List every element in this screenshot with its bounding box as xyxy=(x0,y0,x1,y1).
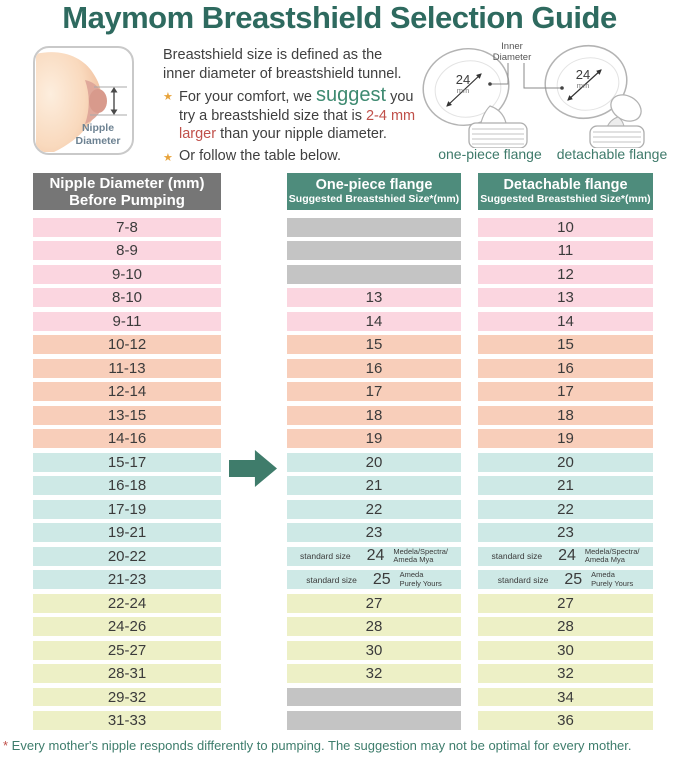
detachable-size-cell xyxy=(478,570,653,589)
one-piece-size-cell: 32 xyxy=(287,664,461,683)
detachable-size-cell: 17 xyxy=(478,382,653,401)
one-piece-size-cell: 22 xyxy=(287,500,461,519)
nipple-diameter-label: Nipple Diameter xyxy=(75,122,121,147)
nipple-range-cell: 20-22 xyxy=(33,547,221,566)
detachable-size-cell: 22 xyxy=(478,500,653,519)
standard-size-label: standard size xyxy=(306,574,357,585)
nipple-range-cell: 21-23 xyxy=(33,570,221,589)
detachable-size-cell: 32 xyxy=(478,664,653,683)
detachable-size-cell: 28 xyxy=(478,617,653,636)
detachable-size-cell: 16 xyxy=(478,359,653,378)
one-piece-size-cell: 30 xyxy=(287,641,461,660)
svg-text:24: 24 xyxy=(575,67,591,82)
nipple-range-cell: 28-31 xyxy=(33,664,221,683)
one-piece-size-cell: 13 xyxy=(287,288,461,307)
footnote: * Every mother's nipple responds differently to pumping. The suggestion may not be optimal for every mother. xyxy=(3,738,632,753)
nipple-range-cell: 17-19 xyxy=(33,500,221,519)
one-piece-flange-caption: one-piece flange xyxy=(438,146,542,162)
detachable-size-cell: 30 xyxy=(478,641,653,660)
svg-text:mm: mm xyxy=(456,86,470,95)
detachable-size-cell: 13 xyxy=(478,288,653,307)
flange-illustrations xyxy=(420,40,678,148)
header-one-piece-flange: One-piece flange Suggested Breastshied Size*(mm) xyxy=(287,173,461,210)
standard-size-label: standard size xyxy=(497,574,549,585)
nipple-range-cell: 16-18 xyxy=(33,476,221,495)
nipple-range-cell: 8-10 xyxy=(33,288,221,307)
one-piece-size-cell: 17 xyxy=(287,382,461,401)
one-piece-size-cell: 21 xyxy=(287,476,461,495)
header-nipple-diameter: Nipple Diameter (mm) Before Pumping xyxy=(33,173,221,210)
suggest-highlight: suggest xyxy=(315,84,387,106)
one-piece-size-cell xyxy=(287,570,461,589)
detachable-size-cell: 27 xyxy=(478,594,653,613)
nipple-range-cell: 10-12 xyxy=(33,335,221,354)
nipple-range-cell: 15-17 xyxy=(33,453,221,472)
one-piece-size-cell xyxy=(287,688,461,707)
nipple-range-cell: 29-32 xyxy=(33,688,221,707)
inner-diameter-label: Inner Diameter xyxy=(492,41,532,63)
tip-comfort: ★ For your comfort, we suggest you try a breastshield size that is 2-4 mm larger than your nipple diameter. xyxy=(163,84,416,142)
one-piece-size-cell: 16 xyxy=(287,359,461,378)
standard-size-label: standard size xyxy=(491,551,543,562)
nipple-range-cell: 9-10 xyxy=(33,265,221,284)
detachable-size-cell: 21 xyxy=(478,476,653,495)
size-value: 24 xyxy=(558,547,576,565)
nipple-range-cell: 7-8 xyxy=(33,218,221,237)
nipple-range-cell: 11-13 xyxy=(33,359,221,378)
nipple-diameter-illustration xyxy=(33,46,134,155)
nipple-range-cell: 9-11 xyxy=(33,312,221,331)
one-piece-size-cell xyxy=(287,547,461,566)
one-piece-size-cell: 19 xyxy=(287,429,461,448)
nipple-range-cell: 12-14 xyxy=(33,382,221,401)
nipple-range-cell: 13-15 xyxy=(33,406,221,425)
one-piece-size-cell xyxy=(287,218,461,237)
detachable-size-cell: 15 xyxy=(478,335,653,354)
brand-note: Ameda Purely Yours xyxy=(399,570,442,588)
detachable-flange-icon xyxy=(538,40,645,148)
one-piece-size-cell: 14 xyxy=(287,312,461,331)
detachable-size-cell: 11 xyxy=(478,241,653,260)
size-value: 25 xyxy=(564,570,583,588)
one-piece-size-cell: 23 xyxy=(287,523,461,542)
detachable-size-cell: 34 xyxy=(478,688,653,707)
one-piece-size-cell: 20 xyxy=(287,453,461,472)
tip-table: ★ Or follow the table below. xyxy=(163,147,435,166)
one-piece-size-cell xyxy=(287,241,461,260)
definition-text: Breastshield size is defined as the inner diameter of breastshield tunnel. xyxy=(163,47,402,82)
svg-text:24: 24 xyxy=(455,72,471,87)
detachable-size-cell: 14 xyxy=(478,312,653,331)
header-detachable-flange: Detachable flange Suggested Breastshied Size*(mm) xyxy=(478,173,653,210)
one-piece-size-cell xyxy=(287,711,461,730)
size-value: 24 xyxy=(366,547,385,565)
detachable-size-cell: 20 xyxy=(478,453,653,472)
nipple-range-cell: 25-27 xyxy=(33,641,221,660)
detachable-size-cell xyxy=(478,547,653,566)
larger-highlight: larger xyxy=(179,126,217,142)
brand-note: Medela/Spectra/ Ameda Mya xyxy=(584,546,640,565)
intro-text xyxy=(163,46,435,165)
one-piece-size-cell: 18 xyxy=(287,406,461,425)
detachable-size-cell: 10 xyxy=(478,218,653,237)
column-nipple-diameter xyxy=(33,218,221,730)
size-range-highlight: 2-4 mm xyxy=(365,107,416,124)
brand-note: Ameda Purely Yours xyxy=(591,570,634,588)
one-piece-size-cell: 28 xyxy=(287,617,461,636)
detachable-size-cell: 36 xyxy=(478,711,653,730)
detachable-size-cell: 12 xyxy=(478,265,653,284)
nipple-range-cell: 24-26 xyxy=(33,617,221,636)
size-value: 25 xyxy=(372,570,391,588)
svg-text:mm: mm xyxy=(576,81,590,90)
detachable-flange-caption: detachable flange xyxy=(556,146,668,162)
detachable-size-cell: 23 xyxy=(478,523,653,542)
brand-note: Medela/Spectra/ Ameda Mya xyxy=(393,546,448,565)
nipple-range-cell: 19-21 xyxy=(33,523,221,542)
column-one-piece xyxy=(287,218,461,730)
star-bullet-icon: ★ xyxy=(163,151,173,164)
nipple-range-cell: 14-16 xyxy=(33,429,221,448)
detachable-size-cell: 19 xyxy=(478,429,653,448)
star-bullet-icon: ★ xyxy=(163,91,173,103)
page-title: Maymom Breastshield Selection Guide xyxy=(62,0,617,35)
one-piece-size-cell xyxy=(287,265,461,284)
right-arrow-icon xyxy=(229,450,277,487)
nipple-range-cell: 22-24 xyxy=(33,594,221,613)
one-piece-size-cell: 15 xyxy=(287,335,461,354)
standard-size-label: standard size xyxy=(300,551,351,562)
footnote-asterisk: * xyxy=(3,738,9,753)
nipple-range-cell: 31-33 xyxy=(33,711,221,730)
nipple-range-cell: 8-9 xyxy=(33,241,221,260)
detachable-size-cell: 18 xyxy=(478,406,653,425)
column-detachable xyxy=(478,218,653,730)
one-piece-size-cell: 27 xyxy=(287,594,461,613)
